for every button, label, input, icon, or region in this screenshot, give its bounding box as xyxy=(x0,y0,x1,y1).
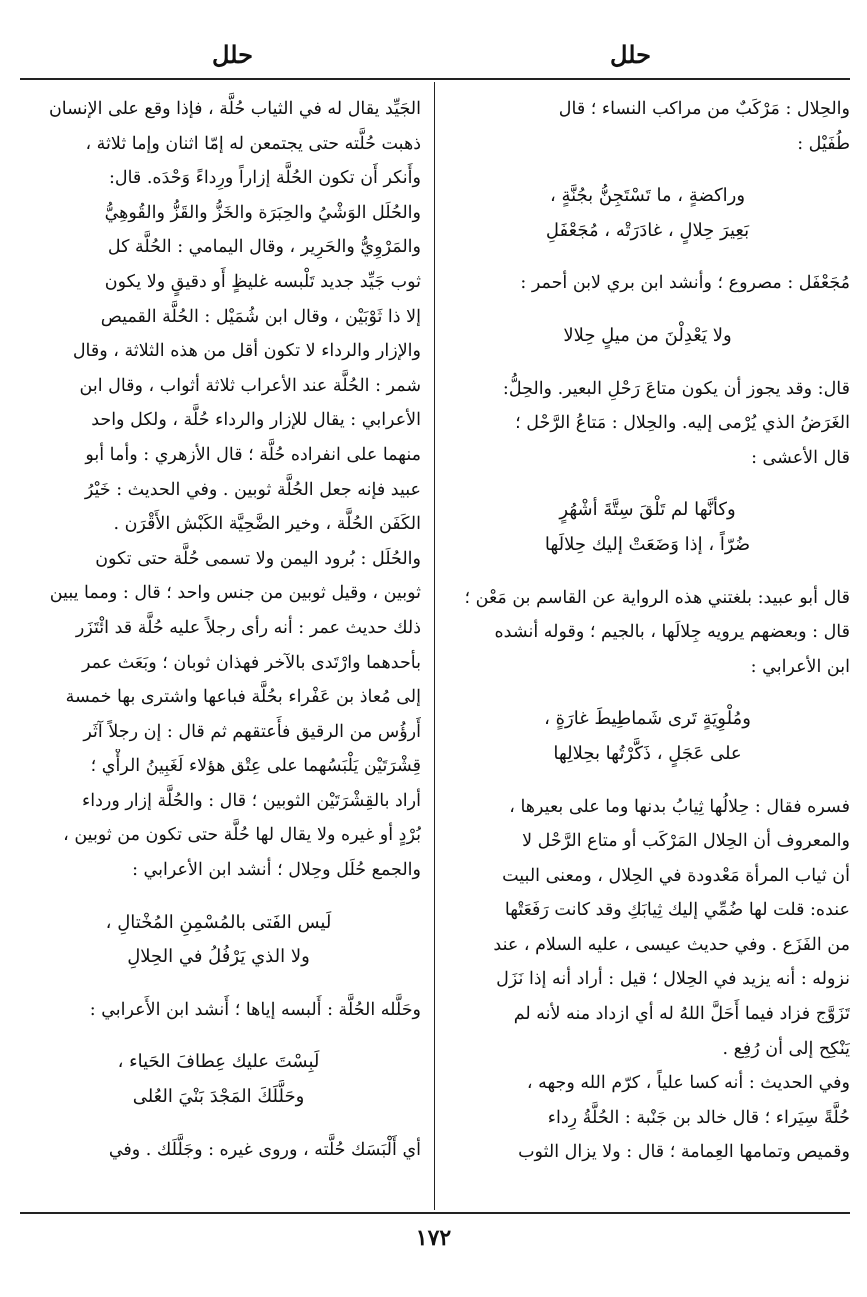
text-line: قِشْرَتَيْن يَلْبَسُهما على عِتْق هؤلاء لَغَبِينُ الرأْي ؛ xyxy=(90,756,421,777)
verse-line: لَيس الفَتى بالمُسْمِنِ المُخْتالِ ، xyxy=(105,911,332,933)
verse-gap xyxy=(16,1027,421,1045)
text-line: من الفَزَع . وفي حديث عيسى ، عليه السلام ، عند xyxy=(493,934,850,955)
verse-line: وحَلَّلَكَ المَجْدَ بَنْيَ العُلى xyxy=(132,1086,305,1108)
verse-gap xyxy=(445,684,850,702)
text-line: ابن الأعرابي : xyxy=(750,656,850,677)
text-line: الغَرَضُ الذي يُرْمى إليه. والحِلال : مَتاعُ الرَّحْل ؛ xyxy=(515,413,850,434)
verse-line: على عَجَلٍ ، ذَكَّرْتُها بحِلالِها xyxy=(553,742,742,764)
text-line: وفي الحديث : أنه كسا علياً ، كرّم الله وجهه ، xyxy=(526,1073,850,1094)
text-line: ذهبت حُلَّته حتى يجتمعن له إمّا اثنان وإما ثلاثة ، xyxy=(85,133,421,154)
text-line: وأَنكر أَن تكون الحُلَّة إزاراً ورِداءً وَحْدَه. قال: xyxy=(108,168,421,189)
text-line: نزوله : أنه يزيد في الحِلال ؛ قيل : أراد أنه إذا نَزَل xyxy=(496,969,850,990)
text-line: ثوبين ، وقيل ثوبين من جنس واحد ؛ قال : ومما يبين xyxy=(49,583,421,604)
text-line: الكَفَن الحُلَّة ، وخير الضَّحِيَّة الكَبْش الأَقْرَن . xyxy=(113,514,421,535)
text-line: ثوب جَيِّد جديد تَلْبسه غليظٍ أَو دقيقٍ ولا يكون xyxy=(104,271,421,292)
verse-line: ومُلْوِيَةٍ تَرى شَماطِيطَ غارَةٍ ، xyxy=(544,708,751,730)
text-line: أن ثياب المرأة مَعْدودة في الحِلال ، ومعنى البيت xyxy=(502,865,850,886)
verse-gap xyxy=(445,301,850,319)
verse-gap xyxy=(445,475,850,493)
verse-line: ضُرّاً ، إذا وَضَعَتْ إليك حِلالَها xyxy=(544,533,751,555)
text-line: والحِلال : مَرْكَبٌ من مراكب النساء ؛ قال xyxy=(558,99,850,119)
text-line: قال أبو عبيد: بلغتني هذه الرواية عن القاسم بن مَعْن ؛ xyxy=(464,587,850,608)
text-line: قال: وقد يجوز أن يكون متاعَ رَحْلِ البعير. والحِلُّ: xyxy=(502,378,850,399)
verse-gap xyxy=(445,563,850,581)
text-line: والمعروف أن الحِلال المَرْكَب أو متاع الرَّحْل لا xyxy=(522,831,850,852)
text-line: بُرْدٍ أو غيره ولا يقال لها حُلَّة حتى تكون من ثوبين ، xyxy=(63,825,421,846)
text-line: والجمع حُلَل وحِلال ؛ أنشد ابن الأعرابي : xyxy=(132,860,421,881)
text-line: تَزَوَّج فزاد فيما أَحَلَّ اللهُ له أي ازداد منه لأنه لم xyxy=(513,1004,850,1025)
text-line: أَرؤُس من الرقيق فأَعتقهم ثم قال : إن رجلاً آثَر xyxy=(83,721,421,742)
verse-gap xyxy=(445,161,850,179)
verse-gap xyxy=(445,354,850,372)
verse-gap xyxy=(16,1115,421,1133)
text-line: منهما على انفراده حُلَّة ؛ قال الأزهري : وأما أبو xyxy=(85,444,421,465)
text-line: إلى مُعاذ بن عَفْراء بحُلَّة فباعها واشترى بها خمسة xyxy=(65,687,421,708)
text-line: والحُلَل : بُرود اليمن ولا تسمى حُلَّة حتى تكون xyxy=(95,548,421,569)
text-line: ذلك حديث عمر : أنه رأى رجلاً عليه حُلَّة قد ائْتَزَر xyxy=(75,617,421,638)
text-line: يَنْكِح إلى أن رُفِع . xyxy=(722,1038,850,1059)
column-divider xyxy=(434,82,435,1210)
text-line: بأحدهما وارْتَدى بالآخر فهذان ثوبان ؛ وبَعَث عمر xyxy=(81,652,421,673)
verse-line: وراكضةٍ ، ما تَسْتَجِنُّ بجُنَّةٍ ، xyxy=(549,185,746,207)
text-line: عنده: قلت لها ضُمِّي إليك ثِيابَكِ وقد كانت رَفَعَتْها xyxy=(504,900,850,921)
text-line: حُلَّةً سِيَراء ؛ قال خالد بن جَنْبة : الحُلَّةُ رِداء xyxy=(547,1107,850,1128)
text-line: مُجَعْفَل : مصروع ؛ وأنشد ابن بري لابن أحمر : xyxy=(520,273,850,294)
text-line: طُفَيْل : xyxy=(797,133,850,154)
text-line: إلا ذا ثَوْبَيْن ، وقال ابن شُمَيْل : الحُلَّة القميص xyxy=(100,306,421,327)
top-rule xyxy=(20,78,850,80)
verse-gap xyxy=(445,772,850,790)
text-line: وقميص وتمامها العِمامة ؛ قال : ولا يزال الثوب xyxy=(518,1142,850,1163)
header-word-left: حلل xyxy=(212,40,253,69)
text-line: شمر : الحُلَّة عند الأعراب ثلاثة أثواب ، وقال ابن xyxy=(79,375,421,396)
text-line: الأعرابي : يقال للإزار والرداء حُلَّة ، ولكل واحد xyxy=(91,410,421,431)
verse-gap xyxy=(16,888,421,906)
verse-line: ولا الذي يَرْفُلُ في الحِلالِ xyxy=(127,946,310,968)
verse-line: لَبِسْتَ عليك عِطافَ الحَياء ، xyxy=(117,1051,320,1073)
text-line: وحَلَّله الحُلَّة : أَلبسه إياها ؛ أَنشد ابن الأَعرابي : xyxy=(89,999,421,1020)
text-line: فسره فقال : حِلالُها ثِيابُ بدنها وما على بعيرها ، xyxy=(509,796,850,817)
left-column xyxy=(16,92,421,1202)
text-line: والإزار والرداء لا تكون أقل من هذه الثلاثة ، وقال xyxy=(72,341,421,362)
verse-gap xyxy=(445,248,850,266)
text-line: عبيد فإنه جعل الحُلَّة ثوبين . وفي الحديث : خَيْرُ xyxy=(84,479,421,500)
text-line: والمَرْوِيُّ والحَرِير ، وقال اليمامي : الحُلَّة كل xyxy=(107,237,421,258)
header-word-right: حلل xyxy=(610,40,651,69)
text-line: قال : وبعضهم يرويه جِلالَها ، بالجيم ؛ وقوله أنشده xyxy=(494,622,850,643)
page-number: ١٧٢ xyxy=(415,1225,452,1251)
text-line: أراد بالقِشْرَتَيْن الثوبين ؛ قال : والحُلَّة إزار ورداء xyxy=(82,790,421,811)
text-line: أي أَلْبَسَك حُلَّته ، وروى غيره : وجَلَّلَك . وفي xyxy=(108,1139,421,1160)
text-line: والحُلَل الوَشْيُ والحِبَرَة والخَزُّ والقَزُّ والقُوهِيُّ xyxy=(104,202,421,223)
text-line: قال الأعشى : xyxy=(751,447,850,468)
bottom-rule xyxy=(20,1212,850,1214)
verse-line: ولا يَعْدِلْنَ من ميلٍ حِلالا xyxy=(563,324,732,346)
verse-line: وكأنَّها لم تَلْقَ سِتَّةَ أشْهُرٍ xyxy=(559,499,736,521)
verse-line: بَعِيرَ حِلالٍ ، غادَرَتْه ، مُجَعْفَلِ xyxy=(545,219,750,241)
right-column xyxy=(445,92,850,1202)
verse-gap xyxy=(16,975,421,993)
text-line: الجَيِّد يقال له في الثياب حُلَّة ، فإذا وقع على الإنسان xyxy=(48,99,421,119)
